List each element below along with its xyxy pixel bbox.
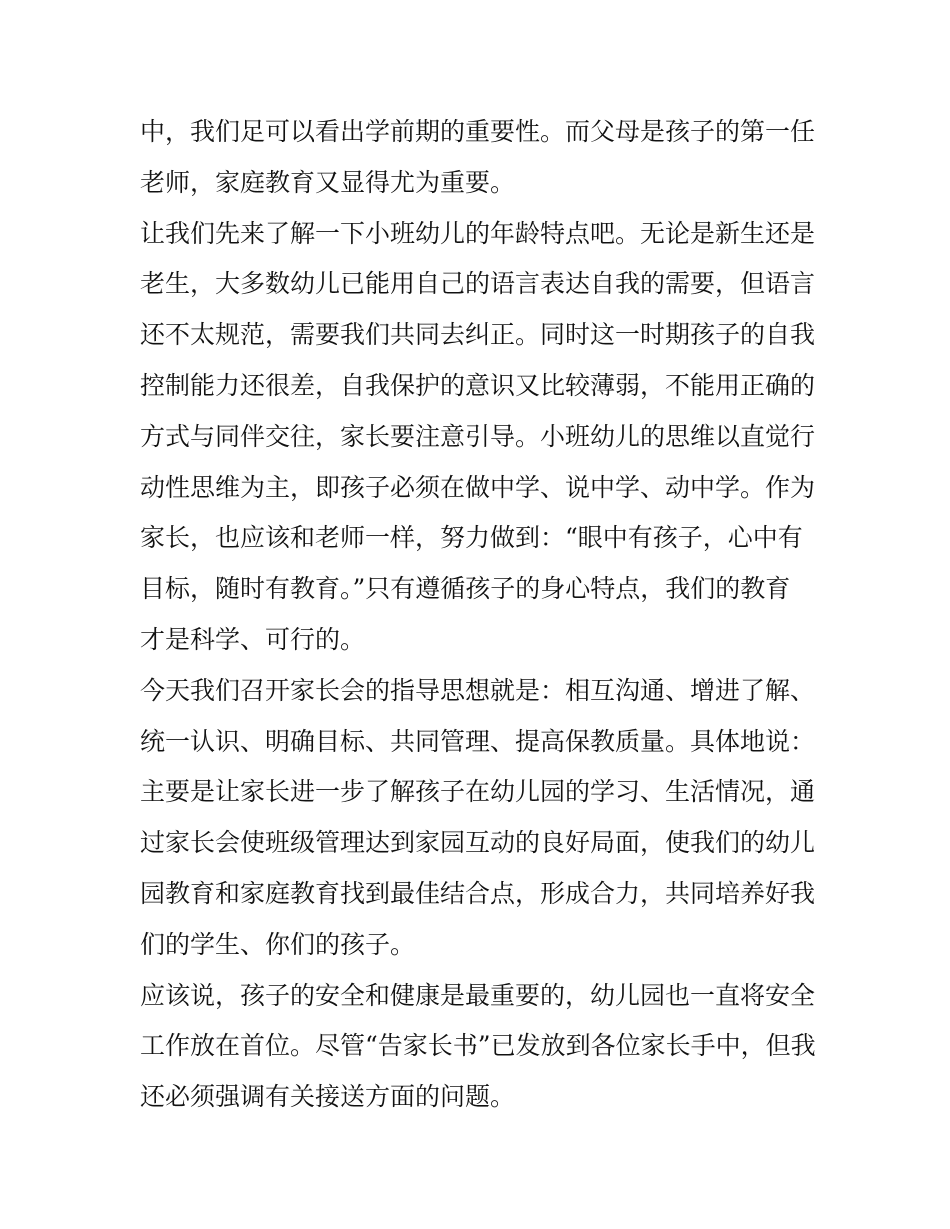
text-line-3: 让我们先来了解一下小班幼儿的年龄特点吧。无论是新生还是 (140, 218, 816, 248)
text-line-20: 还必须强调有关接送方面的问题。 (140, 1082, 516, 1112)
text-line-7: 方式与同伴交往，家长要注意引导。小班幼儿的思维以直觉行 (140, 421, 816, 451)
text-line-19: 工作放在首位。尽管“告家长书”已发放到各位家长手中，但我 (140, 1031, 816, 1061)
document-body (140, 107, 815, 1123)
text-line-18: 应该说，孩子的安全和健康是最重要的，幼儿园也一直将安全 (140, 980, 816, 1010)
text-line-9: 家长，也应该和老师一样，努力做到：“眼中有孩子，心中有 (140, 523, 803, 553)
text-line-5: 还不太规范，需要我们共同去纠正。同时这一时期孩子的自我 (140, 320, 816, 350)
text-line-14: 主要是让家长进一步了解孩子在幼儿园的学习、生活情况，通 (140, 777, 816, 807)
text-line-15: 过家长会使班级管理达到家园互动的良好局面，使我们的幼儿 (140, 828, 816, 858)
text-line-6: 控制能力还很差，自我保护的意识又比较薄弱，不能用正确的 (140, 370, 816, 400)
text-line-13: 统一认识、明确目标、共同管理、提高保教质量。具体地说： (140, 726, 816, 756)
text-line-11: 才是科学、可行的。 (140, 624, 366, 654)
text-line-12: 今天我们召开家长会的指导思想就是：相互沟通、增进了解、 (140, 675, 816, 705)
text-line-4: 老生，大多数幼儿已能用自己的语言表达自我的需要，但语言 (140, 269, 816, 299)
text-line-1: 中，我们足可以看出学前期的重要性。而父母是孩子的第一任 (140, 117, 816, 146)
text-line-10: 目标，随时有教育。”只有遵循孩子的身心特点，我们的教育 (140, 574, 791, 604)
text-line-2: 老师，家庭教育又显得尤为重要。 (140, 167, 516, 197)
text-line-16: 园教育和家庭教育找到最佳结合点，形成合力，共同培养好我 (140, 878, 816, 908)
text-line-8: 动性思维为主，即孩子必须在做中学、说中学、动中学。作为 (140, 472, 816, 502)
text-line-17: 们的学生、你们的孩子。 (140, 929, 416, 959)
